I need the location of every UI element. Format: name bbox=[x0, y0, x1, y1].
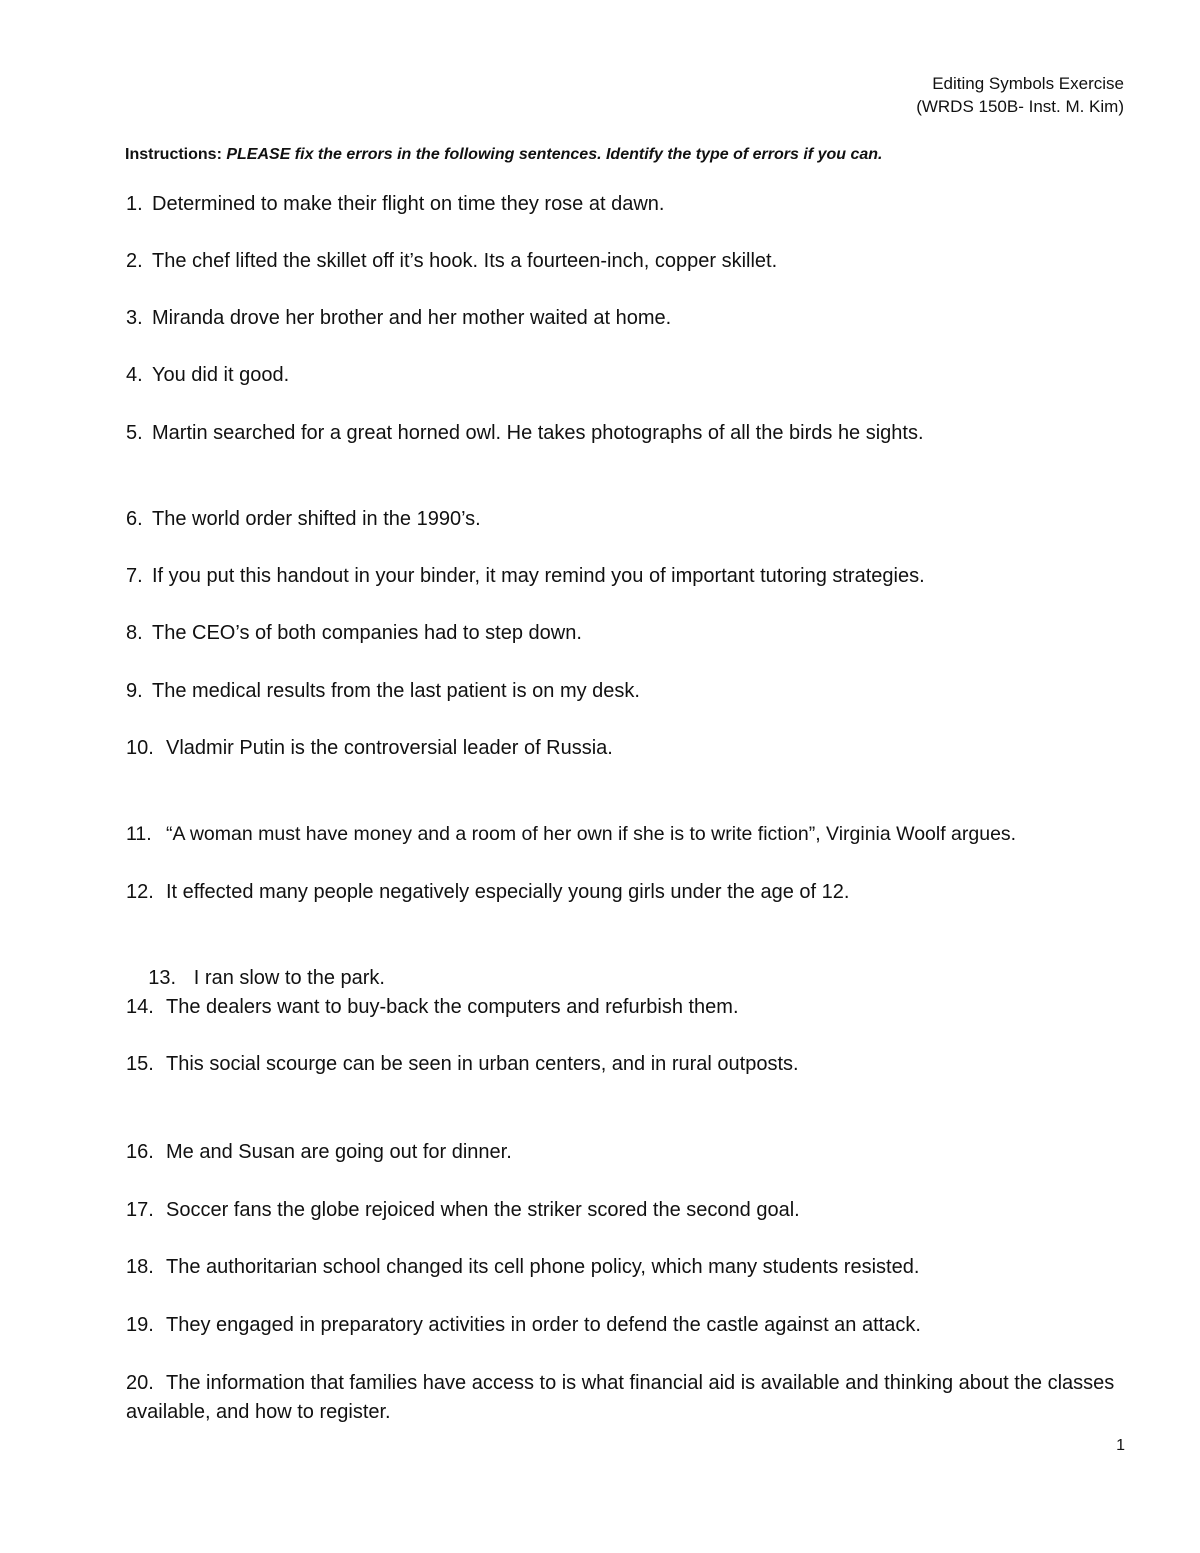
item-number: 2. bbox=[126, 250, 143, 272]
item-text: Determined to make their flight on time they rose at dawn. bbox=[152, 193, 665, 215]
item-number: 6. bbox=[126, 508, 143, 530]
document-header bbox=[916, 72, 1124, 118]
list-item bbox=[126, 1050, 1126, 1079]
header-title: Editing Symbols Exercise bbox=[932, 74, 1124, 93]
list-item bbox=[126, 993, 1126, 1022]
item-number: 15. bbox=[126, 1053, 154, 1075]
list-item bbox=[126, 562, 1126, 591]
item-text: The CEO’s of both companies had to step down. bbox=[152, 622, 582, 644]
item-number: 7. bbox=[126, 565, 143, 587]
item-number: 8. bbox=[126, 622, 143, 644]
list-item bbox=[126, 247, 1126, 276]
instructions-label: Instructions: bbox=[125, 146, 222, 163]
item-text: Martin searched for a great horned owl. He takes photographs of all the birds he sights. bbox=[152, 422, 924, 444]
header-subtitle: (WRDS 150B- Inst. M. Kim) bbox=[916, 97, 1124, 116]
item-text: If you put this handout in your binder, it may remind you of important tutoring strategies. bbox=[152, 565, 925, 587]
item-text: Miranda drove her brother and her mother waited at home. bbox=[152, 307, 672, 329]
item-text: Me and Susan are going out for dinner. bbox=[166, 1141, 512, 1163]
list-item bbox=[126, 1253, 1126, 1282]
list-item bbox=[126, 1138, 1126, 1167]
item-number: 16. bbox=[126, 1141, 154, 1163]
item-text: The medical results from the last patient is on my desk. bbox=[152, 680, 640, 702]
list-item bbox=[126, 1311, 1126, 1340]
item-text: The authoritarian school changed its cell phone policy, which many students resisted. bbox=[166, 1256, 920, 1278]
instructions-text: PLEASE fix the errors in the following sentences. Identify the type of errors if you can. bbox=[226, 146, 883, 163]
item-text: The world order shifted in the 1990’s. bbox=[152, 508, 481, 530]
instructions bbox=[125, 146, 882, 164]
list-item bbox=[126, 734, 1126, 763]
list-item bbox=[126, 190, 1126, 219]
list-item bbox=[126, 419, 1126, 448]
item-text: The chef lifted the skillet off it’s hook. Its a fourteen-inch, copper skillet. bbox=[152, 250, 778, 272]
list-item bbox=[126, 505, 1126, 534]
item-number: 5. bbox=[126, 422, 143, 444]
item-number: 13. bbox=[148, 967, 177, 989]
item-text: Vladmir Putin is the controversial leader of Russia. bbox=[166, 737, 613, 759]
page-number: 1 bbox=[1116, 1437, 1125, 1454]
item-number: 10. bbox=[126, 737, 154, 759]
item-text: It effected many people negatively especially young girls under the age of 12. bbox=[166, 881, 850, 903]
list-item bbox=[126, 361, 1126, 390]
item-text: The dealers want to buy-back the computers and refurbish them. bbox=[166, 996, 739, 1018]
item-number: 1. bbox=[126, 193, 143, 215]
item-number: 11. bbox=[126, 823, 152, 845]
item-number: 9. bbox=[126, 680, 143, 702]
item-number: 17. bbox=[126, 1199, 154, 1221]
item-text: “A woman must have money and a room of her own if she is to write fiction”, Virginia Woolf argues. bbox=[166, 823, 1017, 845]
item-number: 20. bbox=[126, 1372, 154, 1394]
item-number: 4. bbox=[126, 364, 143, 386]
list-item bbox=[126, 878, 1126, 907]
item-text: The information that families have access to is what financial aid is available and thinking about the classes available, and how to register. bbox=[126, 1372, 1115, 1423]
list-item bbox=[126, 1369, 1126, 1427]
list-item bbox=[126, 677, 1126, 706]
list-item bbox=[126, 820, 1136, 849]
item-text: You did it good. bbox=[152, 364, 290, 386]
item-number: 19. bbox=[126, 1314, 154, 1336]
item-number: 14. bbox=[126, 996, 154, 1018]
list-item bbox=[126, 1196, 1126, 1225]
list-item bbox=[126, 619, 1126, 648]
item-number: 18. bbox=[126, 1256, 154, 1278]
item-text: This social scourge can be seen in urban centers, and in rural outposts. bbox=[166, 1053, 799, 1075]
item-number: 12. bbox=[126, 881, 154, 903]
item-text: They engaged in preparatory activities in order to defend the castle against an attack. bbox=[166, 1314, 921, 1336]
item-text: I ran slow to the park. bbox=[188, 967, 385, 989]
item-number: 3. bbox=[126, 307, 143, 329]
list-item bbox=[126, 304, 1126, 333]
item-text: Soccer fans the globe rejoiced when the striker scored the second goal. bbox=[166, 1199, 800, 1221]
